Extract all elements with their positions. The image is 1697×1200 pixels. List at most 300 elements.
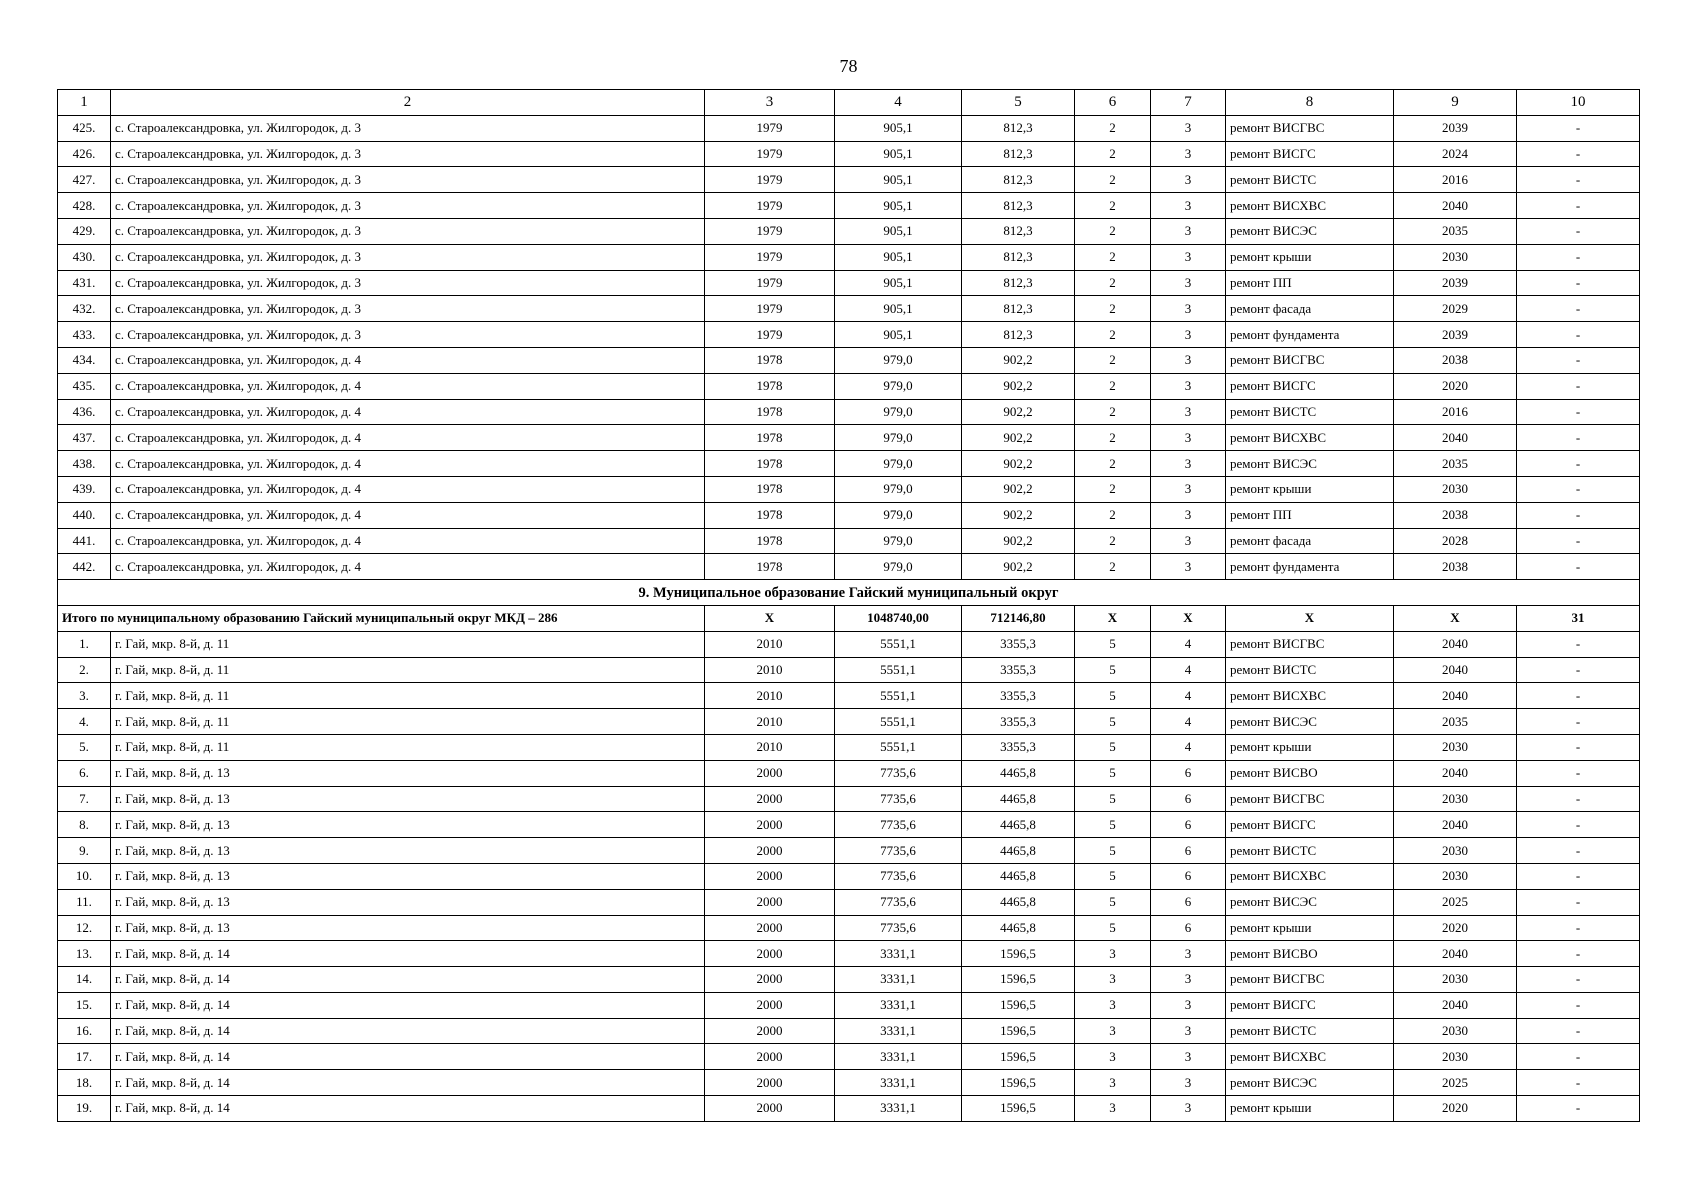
work-type-cell: ремонт ВИСЭС [1226,889,1394,915]
living-area-cell: 4465,8 [962,812,1075,838]
build-year-cell: 1979 [705,115,835,141]
total-area-cell: 979,0 [835,399,962,425]
entrances-cell: 4 [1151,709,1226,735]
row-number-cell: 11. [58,889,111,915]
planned-year-cell: 2038 [1394,502,1517,528]
table-row [58,193,1640,219]
living-area-cell: 3355,3 [962,683,1075,709]
table-row [58,967,1640,993]
value-cell: - [1517,296,1640,322]
address-cell: г. Гай, мкр. 8-й, д. 14 [111,1070,705,1096]
address-cell: с. Староалександровка, ул. Жилгородок, д. 4 [111,373,705,399]
entrances-cell: 3 [1151,270,1226,296]
floors-cell: 2 [1075,296,1151,322]
planned-year-cell: 2040 [1394,941,1517,967]
address-cell: с. Староалександровка, ул. Жилгородок, д. 4 [111,476,705,502]
planned-year-cell: 2040 [1394,631,1517,657]
value-cell: - [1517,786,1640,812]
value-cell: - [1517,1070,1640,1096]
value-cell: - [1517,451,1640,477]
planned-year-cell: 2030 [1394,734,1517,760]
work-type-cell: ремонт ВИСХВС [1226,863,1394,889]
row-number-cell: 17. [58,1044,111,1070]
total-area-cell: 3331,1 [835,992,962,1018]
table-row [58,1018,1640,1044]
living-area-cell: 902,2 [962,502,1075,528]
address-cell: с. Староалександровка, ул. Жилгородок, д. 3 [111,244,705,270]
row-number-cell: 431. [58,270,111,296]
living-area-cell: 902,2 [962,528,1075,554]
table-row [58,1070,1640,1096]
value-cell: - [1517,373,1640,399]
work-type-cell: ремонт ВИСХВС [1226,425,1394,451]
address-cell: с. Староалександровка, ул. Жилгородок, д. 3 [111,270,705,296]
total-area-cell: 7735,6 [835,915,962,941]
living-area-cell: 3355,3 [962,709,1075,735]
entrances-cell: 3 [1151,1070,1226,1096]
total-area-cell: 7735,6 [835,838,962,864]
entrances-cell: 6 [1151,863,1226,889]
entrances-cell: 6 [1151,760,1226,786]
work-type-cell: ремонт ВИСГС [1226,992,1394,1018]
row-number-cell: 434. [58,347,111,373]
address-cell: г. Гай, мкр. 8-й, д. 13 [111,760,705,786]
entrances-cell: 3 [1151,296,1226,322]
planned-year-cell: 2039 [1394,115,1517,141]
build-year-cell: 1978 [705,347,835,373]
floors-cell: 3 [1075,992,1151,1018]
build-year-cell: 2010 [705,657,835,683]
entrances-cell: 3 [1151,1096,1226,1122]
value-cell: - [1517,554,1640,580]
living-area-cell: 812,3 [962,244,1075,270]
entrances-cell: 3 [1151,373,1226,399]
row-number-cell: 9. [58,838,111,864]
row-number-cell: 10. [58,863,111,889]
column-header: 8 [1226,90,1394,116]
address-cell: с. Староалександровка, ул. Жилгородок, д. 4 [111,399,705,425]
total-area-cell: 905,1 [835,141,962,167]
value-cell: - [1517,141,1640,167]
value-cell: - [1517,528,1640,554]
build-year-cell: 2000 [705,863,835,889]
planned-year-cell: 2038 [1394,347,1517,373]
address-cell: с. Староалександровка, ул. Жилгородок, д. 3 [111,141,705,167]
floors-cell: 2 [1075,399,1151,425]
entrances-cell: 3 [1151,167,1226,193]
row-number-cell: 440. [58,502,111,528]
living-area-cell: 812,3 [962,218,1075,244]
row-number-cell: 442. [58,554,111,580]
address-cell: г. Гай, мкр. 8-й, д. 11 [111,734,705,760]
floors-cell: 3 [1075,1096,1151,1122]
work-type-cell: ремонт ВИСЭС [1226,1070,1394,1096]
living-area-cell: 1596,5 [962,992,1075,1018]
row-number-cell: 436. [58,399,111,425]
build-year-cell: 1979 [705,244,835,270]
column-header: 2 [111,90,705,116]
column-header: 6 [1075,90,1151,116]
entrances-cell: 3 [1151,554,1226,580]
table-row [58,528,1640,554]
planned-year-cell: 2030 [1394,1018,1517,1044]
build-year-cell: 2000 [705,967,835,993]
planned-year-cell: 2025 [1394,889,1517,915]
row-number-cell: 425. [58,115,111,141]
work-type-cell: ремонт ВИСГВС [1226,967,1394,993]
planned-year-cell: 2030 [1394,476,1517,502]
value-cell: - [1517,734,1640,760]
work-type-cell: ремонт ВИСТС [1226,657,1394,683]
table-row [58,683,1640,709]
living-area-cell: 812,3 [962,296,1075,322]
floors-cell: 5 [1075,709,1151,735]
table-row [58,889,1640,915]
build-year-cell: 2000 [705,889,835,915]
planned-year-cell: 2030 [1394,244,1517,270]
living-area-cell: 1596,5 [962,1018,1075,1044]
build-year-cell: 2000 [705,786,835,812]
planned-year-cell: 2039 [1394,270,1517,296]
row-number-cell: 19. [58,1096,111,1122]
total-area-cell: 905,1 [835,115,962,141]
total-area-sum-cell: 1048740,00 [835,605,962,631]
planned-year-cell: 2035 [1394,218,1517,244]
value-cell: - [1517,1018,1640,1044]
work-type-cell: ремонт ПП [1226,502,1394,528]
planned-year-cell: 2030 [1394,863,1517,889]
column-header: 3 [705,90,835,116]
planned-year-cell: 2025 [1394,1070,1517,1096]
build-year-cell: 1978 [705,528,835,554]
planned-year-cell: 2039 [1394,322,1517,348]
address-cell: г. Гай, мкр. 8-й, д. 11 [111,657,705,683]
total-area-cell: 7735,6 [835,863,962,889]
total-area-cell: 3331,1 [835,1070,962,1096]
entrances-cell: 3 [1151,967,1226,993]
work-type-cell: ремонт ВИСЭС [1226,451,1394,477]
row-number-cell: 6. [58,760,111,786]
address-cell: г. Гай, мкр. 8-й, д. 14 [111,1018,705,1044]
planned-year-cell: 2030 [1394,1044,1517,1070]
table-row [58,218,1640,244]
planned-year-cell: 2040 [1394,425,1517,451]
table-row [58,115,1640,141]
living-area-cell: 812,3 [962,193,1075,219]
floors-cell: 2 [1075,218,1151,244]
total-area-cell: 5551,1 [835,657,962,683]
planned-year-cell: 2040 [1394,193,1517,219]
entrances-cell: 3 [1151,193,1226,219]
living-area-cell: 3355,3 [962,631,1075,657]
value-cell: - [1517,631,1640,657]
work-type-cell: ремонт ВИСГВС [1226,786,1394,812]
entrances-cell: 3 [1151,141,1226,167]
planned-year-cell: 2038 [1394,554,1517,580]
table-row [58,347,1640,373]
row-number-cell: 7. [58,786,111,812]
planned-year-cell: 2016 [1394,167,1517,193]
table-row [58,141,1640,167]
build-year-cell: 1978 [705,399,835,425]
floors-cell: 5 [1075,838,1151,864]
build-year-cell: 2010 [705,734,835,760]
row-number-cell: 2. [58,657,111,683]
floors-cell: 2 [1075,554,1151,580]
total-row [58,605,1640,631]
entrances-cell: 6 [1151,786,1226,812]
address-cell: г. Гай, мкр. 8-й, д. 14 [111,1044,705,1070]
column-header: 9 [1394,90,1517,116]
build-year-cell: 2000 [705,1018,835,1044]
build-year-cell: 2000 [705,992,835,1018]
table-row [58,167,1640,193]
total-area-cell: 905,1 [835,270,962,296]
work-type-cell: ремонт ВИСХВС [1226,683,1394,709]
living-area-cell: 1596,5 [962,1044,1075,1070]
build-year-cell: 2000 [705,838,835,864]
entrances-cell: 4 [1151,657,1226,683]
planned-year-cell: 2035 [1394,451,1517,477]
address-cell: г. Гай, мкр. 8-й, д. 14 [111,1096,705,1122]
entrances-cell: 3 [1151,502,1226,528]
build-year-cell: 2010 [705,709,835,735]
living-area-cell: 4465,8 [962,760,1075,786]
planned-year-cell: 2020 [1394,1096,1517,1122]
work-type-cell: ремонт крыши [1226,734,1394,760]
address-cell: г. Гай, мкр. 8-й, д. 13 [111,838,705,864]
row-number-cell: 3. [58,683,111,709]
total-area-cell: 905,1 [835,193,962,219]
total-area-cell: 979,0 [835,476,962,502]
living-area-cell: 902,2 [962,476,1075,502]
work-type-cell: ремонт фундамента [1226,322,1394,348]
total-build-year-cell: X [705,605,835,631]
total-area-cell: 979,0 [835,425,962,451]
floors-cell: 2 [1075,244,1151,270]
address-cell: г. Гай, мкр. 8-й, д. 11 [111,683,705,709]
living-area-cell: 4465,8 [962,863,1075,889]
value-cell: - [1517,399,1640,425]
address-cell: г. Гай, мкр. 8-й, д. 11 [111,631,705,657]
work-type-cell: ремонт ВИСГС [1226,373,1394,399]
living-area-cell: 812,3 [962,322,1075,348]
table-row [58,760,1640,786]
address-cell: с. Староалександровка, ул. Жилгородок, д. 3 [111,322,705,348]
floors-cell: 2 [1075,451,1151,477]
work-type-cell: ремонт ВИСГС [1226,141,1394,167]
build-year-cell: 2010 [705,683,835,709]
table-row [58,1096,1640,1122]
floors-cell: 2 [1075,193,1151,219]
row-number-cell: 437. [58,425,111,451]
page-number: 78 [839,56,858,76]
column-number-header-row [58,90,1640,116]
planned-year-cell: 2020 [1394,915,1517,941]
value-cell: - [1517,270,1640,296]
table-row [58,1044,1640,1070]
living-area-cell: 3355,3 [962,734,1075,760]
entrances-cell: 3 [1151,1044,1226,1070]
total-area-cell: 7735,6 [835,889,962,915]
value-cell: - [1517,760,1640,786]
entrances-cell: 6 [1151,915,1226,941]
address-cell: с. Староалександровка, ул. Жилгородок, д. 4 [111,554,705,580]
floors-cell: 5 [1075,734,1151,760]
total-area-cell: 979,0 [835,451,962,477]
address-cell: г. Гай, мкр. 8-й, д. 13 [111,812,705,838]
table-row [58,631,1640,657]
floors-cell: 5 [1075,863,1151,889]
work-type-cell: ремонт ВИСВО [1226,941,1394,967]
work-type-cell: ремонт ВИСГВС [1226,631,1394,657]
build-year-cell: 1978 [705,476,835,502]
entrances-cell: 3 [1151,425,1226,451]
total-area-cell: 3331,1 [835,941,962,967]
floors-cell: 2 [1075,115,1151,141]
build-year-cell: 2000 [705,1070,835,1096]
value-cell: - [1517,657,1640,683]
floors-cell: 5 [1075,683,1151,709]
work-type-cell: ремонт ВИСГВС [1226,347,1394,373]
value-cell: - [1517,115,1640,141]
living-area-cell: 4465,8 [962,838,1075,864]
table-row [58,502,1640,528]
build-year-cell: 1978 [705,502,835,528]
floors-cell: 2 [1075,322,1151,348]
work-type-cell: ремонт ВИСТС [1226,167,1394,193]
planned-year-cell: 2024 [1394,141,1517,167]
address-cell: г. Гай, мкр. 8-й, д. 13 [111,863,705,889]
living-area-cell: 3355,3 [962,657,1075,683]
address-cell: г. Гай, мкр. 8-й, д. 14 [111,992,705,1018]
entrances-cell: 6 [1151,838,1226,864]
total-area-cell: 3331,1 [835,1018,962,1044]
row-number-cell: 426. [58,141,111,167]
entrances-cell: 3 [1151,115,1226,141]
build-year-cell: 2000 [705,812,835,838]
column-header: 1 [58,90,111,116]
work-type-cell: ремонт фундамента [1226,554,1394,580]
row-number-cell: 1. [58,631,111,657]
living-area-cell: 812,3 [962,141,1075,167]
total-area-cell: 905,1 [835,167,962,193]
total-area-cell: 3331,1 [835,1044,962,1070]
work-type-cell: ремонт крыши [1226,244,1394,270]
living-area-cell: 1596,5 [962,967,1075,993]
living-area-cell: 902,2 [962,554,1075,580]
total-area-cell: 7735,6 [835,760,962,786]
entrances-cell: 6 [1151,889,1226,915]
total-label-cell: Итого по муниципальному образованию Гайский муниципальный округ МКД – 286 [58,605,705,631]
table-row [58,373,1640,399]
living-area-cell: 812,3 [962,167,1075,193]
living-area-cell: 812,3 [962,115,1075,141]
planned-year-cell: 2035 [1394,709,1517,735]
living-area-cell: 1596,5 [962,1070,1075,1096]
total-area-cell: 979,0 [835,373,962,399]
work-type-cell: ремонт крыши [1226,1096,1394,1122]
value-cell: - [1517,863,1640,889]
floors-cell: 2 [1075,476,1151,502]
build-year-cell: 1979 [705,218,835,244]
address-cell: г. Гай, мкр. 8-й, д. 13 [111,915,705,941]
entrances-cell: 4 [1151,734,1226,760]
entrances-cell: 3 [1151,322,1226,348]
entrances-cell: 3 [1151,347,1226,373]
work-type-cell: ремонт ВИСХВС [1226,193,1394,219]
total-area-cell: 905,1 [835,296,962,322]
column-header: 10 [1517,90,1640,116]
living-area-cell: 902,2 [962,451,1075,477]
build-year-cell: 1979 [705,296,835,322]
row-number-cell: 4. [58,709,111,735]
total-area-cell: 5551,1 [835,683,962,709]
entrances-cell: 3 [1151,218,1226,244]
address-cell: с. Староалександровка, ул. Жилгородок, д. 3 [111,167,705,193]
section-title: 9. Муниципальное образование Гайский муниципальный округ [58,580,1640,606]
build-year-cell: 2010 [705,631,835,657]
address-cell: с. Староалександровка, ул. Жилгородок, д. 4 [111,425,705,451]
row-number-cell: 427. [58,167,111,193]
table-row [58,786,1640,812]
section-heading-row [58,580,1640,606]
total-count-cell: 31 [1517,605,1640,631]
work-type-cell: ремонт ВИСТС [1226,838,1394,864]
total-area-cell: 979,0 [835,554,962,580]
work-type-cell: ремонт ВИСЭС [1226,218,1394,244]
row-number-cell: 13. [58,941,111,967]
total-area-cell: 905,1 [835,322,962,348]
column-header: 7 [1151,90,1226,116]
address-cell: с. Староалександровка, ул. Жилгородок, д. 3 [111,296,705,322]
planned-year-cell: 2020 [1394,373,1517,399]
value-cell: - [1517,476,1640,502]
floors-cell: 3 [1075,1070,1151,1096]
living-area-cell: 902,2 [962,399,1075,425]
row-number-cell: 8. [58,812,111,838]
total-area-cell: 5551,1 [835,734,962,760]
total-area-cell: 7735,6 [835,812,962,838]
row-number-cell: 428. [58,193,111,219]
table-row [58,399,1640,425]
floors-cell: 2 [1075,425,1151,451]
table-row [58,244,1640,270]
floors-cell: 2 [1075,141,1151,167]
floors-cell: 5 [1075,657,1151,683]
table-row [58,838,1640,864]
build-year-cell: 2000 [705,1044,835,1070]
table-row [58,734,1640,760]
build-year-cell: 1978 [705,373,835,399]
floors-cell: 3 [1075,1018,1151,1044]
build-year-cell: 1978 [705,425,835,451]
floors-cell: 5 [1075,786,1151,812]
total-area-cell: 979,0 [835,347,962,373]
table-row [58,812,1640,838]
build-year-cell: 1979 [705,270,835,296]
value-cell: - [1517,941,1640,967]
value-cell: - [1517,244,1640,270]
value-cell: - [1517,889,1640,915]
work-type-cell: ремонт ВИСХВС [1226,1044,1394,1070]
total-area-cell: 3331,1 [835,1096,962,1122]
entrances-cell: 4 [1151,683,1226,709]
planned-year-cell: 2030 [1394,967,1517,993]
total-area-cell: 3331,1 [835,967,962,993]
build-year-cell: 1979 [705,193,835,219]
entrances-cell: 4 [1151,631,1226,657]
